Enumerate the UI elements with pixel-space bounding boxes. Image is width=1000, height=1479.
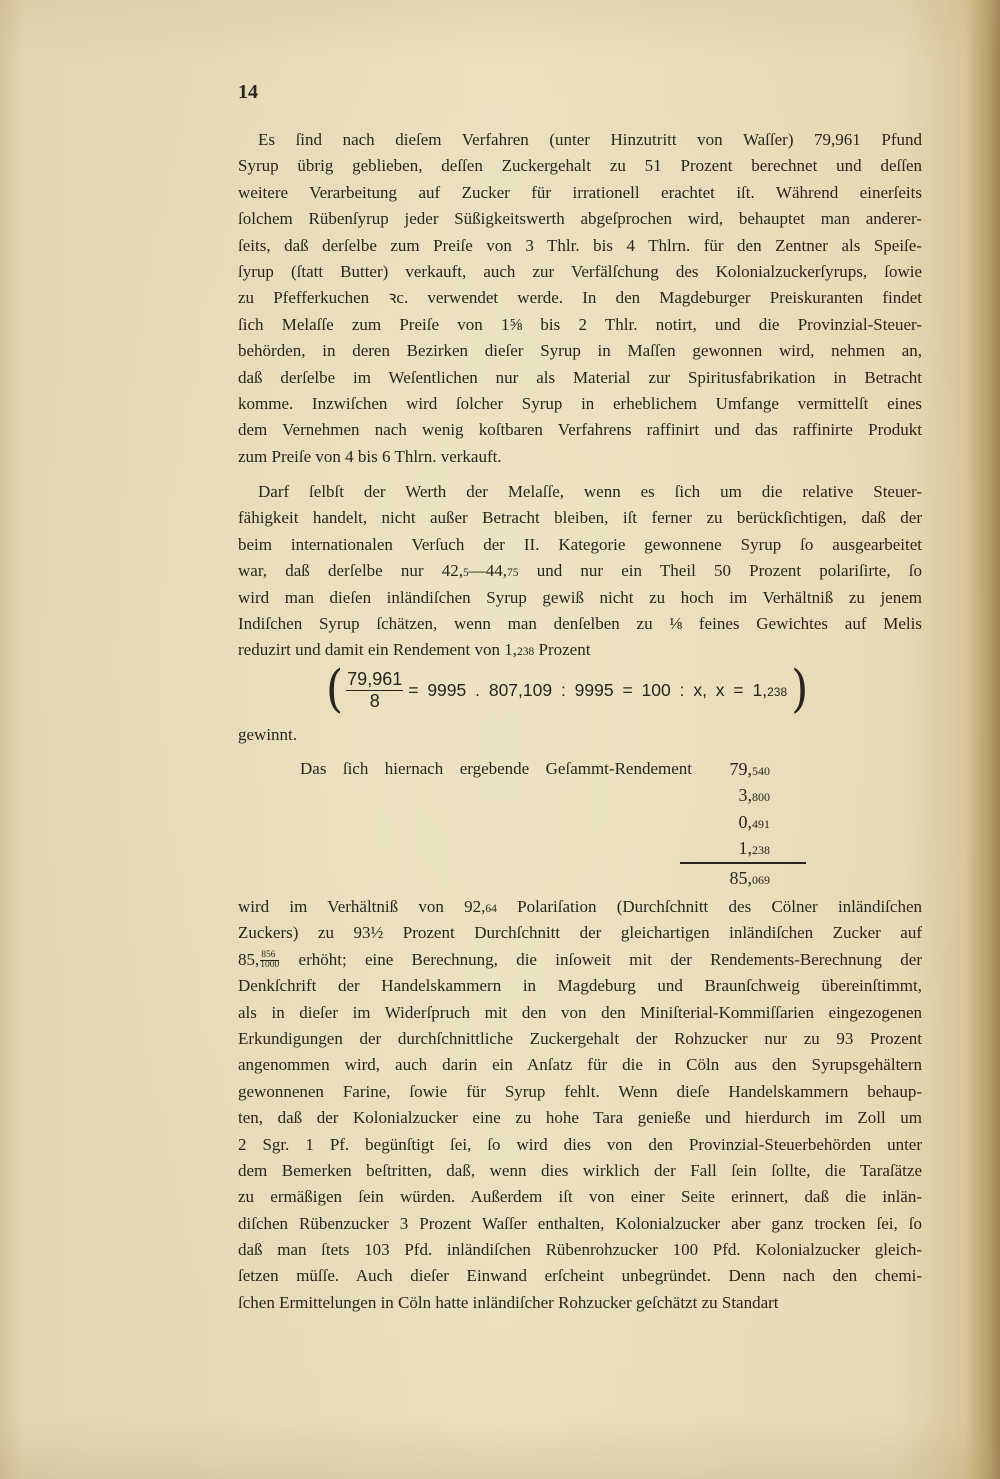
- line-text: Erkundigungen der durchſchnittliche Zuckergehalt der Rohzucker nur zu 93 Prozent: [238, 1028, 922, 1048]
- line-text: fähigkeit handelt, nicht außer Betracht bleiben, iſt ferner zu berückſichtigen, daß der: [238, 508, 922, 528]
- line-text: Darf ſelbſt der Werth der Melaſſe, wenn es ſich um die relative Steuer-: [258, 482, 922, 501]
- line-text: ſetzen müſſe. Auch dieſer Einwand erſcheint unbegründet. Denn nach den chemi-: [238, 1266, 922, 1286]
- text-line: [238, 1052, 922, 1078]
- line-text: diſchen Rübenzucker 3 Prozent Waſſer enthalten, Kolonialzucker aber ganz trocken ſei, ſo: [238, 1213, 922, 1233]
- line-text: daß man ſtets 103 Pfd. inländiſchen Rübenrohzucker 100 Pfd. Kolonialzucker gleich-: [238, 1240, 922, 1260]
- line-text: zu Pfefferkuchen ꝛc. verwendet werde. In den Magdeburger Preiskuranten findet: [238, 288, 922, 308]
- line-text: ſyrup (ſtatt Butter) verkauft, auch zur Verfälſchung des Kolonialzuckerſyrups, ſowie: [238, 261, 922, 281]
- inline-fraction: [260, 951, 279, 970]
- text-line: [238, 479, 922, 505]
- line-text: Polariſation (Durchſchnitt des Cölner inländiſchen: [496, 897, 922, 916]
- line-text: wird im Verhältniß von 92,: [238, 897, 486, 916]
- text-line: [238, 611, 922, 637]
- text-line: [238, 153, 922, 179]
- text-line: [238, 894, 922, 920]
- text-line: [238, 1132, 922, 1158]
- text-line: [238, 127, 922, 153]
- text-line: [238, 973, 922, 999]
- text-line: [238, 285, 922, 311]
- sum-whole: 1,: [738, 837, 752, 858]
- decimal-digits: 069: [752, 873, 770, 888]
- sum-whole: 0,: [738, 811, 752, 832]
- text-line: [238, 180, 922, 206]
- text-line: [238, 1184, 922, 1210]
- text-line: [238, 1158, 922, 1184]
- decimal-digits: 5: [463, 567, 469, 580]
- line-text: und nur ein Theil 50 Prozent polariſirte, ſo: [518, 561, 922, 581]
- text-line: [238, 417, 922, 443]
- sum-whole: 85,: [729, 868, 752, 889]
- line-text: Denkſchrift der Handelskammern in Magdeburg und Braunſchweig übereinſtimmt,: [238, 976, 922, 996]
- line-text: beim internationalen Verſuch der II. Kategorie gewonnene Syrup ſo ausgearbeitet: [238, 534, 922, 554]
- sum-row: [680, 782, 770, 808]
- text-line: [238, 1026, 922, 1052]
- line-text: Prozent: [534, 640, 591, 660]
- sum-row: [680, 756, 770, 782]
- text-line: [238, 444, 922, 470]
- text-line: [238, 585, 922, 611]
- text-line: [238, 233, 922, 259]
- text-line: [238, 1290, 922, 1316]
- decimal-digits: 238: [767, 684, 788, 699]
- line-text: Es ſind nach dieſem Verfahren (unter Hinzutritt von Waſſer) 79,961 Pfund: [258, 130, 922, 149]
- page-number: 14: [238, 81, 258, 103]
- line-text: war, daß derſelbe nur 42,: [238, 561, 464, 581]
- formula-body: [408, 680, 787, 701]
- text-line: [238, 206, 922, 232]
- sum-column: [680, 756, 806, 891]
- text-line: [238, 532, 922, 558]
- sum-whole: 3,: [738, 785, 752, 806]
- text-line: [238, 1237, 922, 1263]
- sum-whole: 79,: [729, 759, 752, 779]
- line-text: 85,: [238, 949, 260, 969]
- line-text: zu ermäßigen ſein würden. Außerdem iſt von einer Seite erinnert, daß die inlän-: [238, 1187, 922, 1207]
- line-text: dem Bemerken beſtritten, daß, wenn dies wirklich der Fall ſein ſollte, die Taraſätze: [238, 1160, 922, 1180]
- text-line: [238, 947, 922, 973]
- sum-rule: [680, 862, 806, 864]
- fraction-denominator: 1000: [260, 960, 280, 971]
- after-formula-text: gewinnt.: [238, 725, 298, 744]
- paragraph-polarisation: [238, 894, 922, 1316]
- line-text: 2 Sgr. 1 Pf. begünſtigt ſei, ſo wird dies von den Provinzial-Steuerbehörden unter: [238, 1134, 922, 1154]
- text-line: [238, 505, 922, 531]
- decimal-digits: 540: [752, 764, 770, 778]
- line-text: behörden, in deren Bezirken dieſer Syrup in Maſſen gewonnen wird, nehmen an,: [238, 341, 922, 361]
- line-text: Indiſchen Syrup ſchätzen, wenn man denſelben zu ⅛ feines Gewichtes auf Melis: [238, 613, 922, 633]
- line-text: gewonnenen Farine, ſowie für Syrup fehlt. Wenn dieſe Handelskammern behaup-: [238, 1081, 922, 1101]
- formula-equation: = 9995 . 807,109 : 9995 = 100 : x, x = 1,: [408, 679, 768, 700]
- formula: [326, 660, 809, 719]
- line-text: erhöht; eine Berechnung, die inſoweit mit der Rendements-Berechnung der: [280, 949, 922, 969]
- decimal-digits: 75: [507, 567, 519, 580]
- paragraph-syrup-process: [238, 127, 922, 470]
- text-line: [238, 391, 922, 417]
- formula-fraction: [346, 669, 403, 712]
- paragraph-molasses-value: [238, 479, 922, 664]
- line-text: angenommen wird, auch darin ein Anſatz für die in Cöln aus den Syrupsgehältern: [238, 1055, 922, 1075]
- line-text: als in dieſer im Widerſpruch mit den von den Miniſterial-Kommiſſarien eingezogenen: [238, 1002, 922, 1022]
- text-line: [238, 259, 922, 285]
- formula-denominator: 8: [369, 690, 380, 711]
- line-text: ſolchem Rübenſyrup jeder Süßigkeitswerth abgeſprochen wird, behauptet man anderer-: [238, 209, 922, 229]
- line-text: Syrup übrig geblieben, deſſen Zuckergehalt zu 51 Prozent berechnet und deſſen: [238, 156, 922, 176]
- line-text: komme. Inzwiſchen wird ſolcher Syrup in erheblichem Umfange vermittelſt eines: [238, 393, 922, 413]
- decimal-digits: 238: [752, 842, 770, 857]
- formula-numerator: 79,961: [347, 668, 403, 689]
- formula-close-paren: ): [791, 660, 809, 719]
- text-line: [238, 1211, 922, 1237]
- decimal-digits: 800: [752, 790, 770, 805]
- text-line: [238, 920, 922, 946]
- text-line: [238, 1079, 922, 1105]
- decimal-digits: 491: [752, 816, 770, 831]
- total-label: Das ſich hiernach ergebende Geſammt-Rendement: [300, 759, 692, 778]
- line-text: ten, daß der Kolonialzucker eine zu hohe Tara genieße und hierdurch im Zoll um: [238, 1108, 922, 1128]
- text-line: [238, 338, 922, 364]
- line-text: —44,: [468, 561, 508, 581]
- line-text: ſchen Ermittelungen in Cöln hatte inländiſcher Rohzucker geſchätzt zu Standart: [238, 1292, 779, 1312]
- text-line: [238, 1000, 922, 1026]
- decimal-digits: 64: [485, 903, 497, 915]
- fraction-numerator: 856: [260, 951, 279, 961]
- text-line: [238, 365, 922, 391]
- formula-open-paren: (: [326, 660, 344, 719]
- sum-result: [680, 865, 770, 891]
- text-line: [238, 1263, 922, 1289]
- line-text: Zuckers) zu 93½ Prozent Durchſchnitt der gleichartigen inländiſchen Zucker auf: [238, 923, 922, 943]
- line-text: daß derſelbe im Weſentlichen nur als Material zur Spiritusfabrikation in Betracht: [238, 367, 922, 387]
- line-text: zum Preiſe von 4 bis 6 Thlrn. verkauft.: [238, 446, 502, 466]
- line-text: dem Vernehmen nach wenig koſtbaren Verfahrens raffinirt und das raffinirte Produkt: [238, 420, 922, 440]
- sum-row: [680, 809, 770, 835]
- sum-row: [680, 835, 770, 861]
- line-text: reduzirt und damit ein Rendement von 1,: [238, 640, 518, 660]
- line-text: weitere Verarbeitung auf Zucker für irrationell erachtet iſt. Während einerſeits: [238, 182, 922, 202]
- line-text: wird man dieſen inländiſchen Syrup gewiß nicht zu hoch im Verhältniß zu jenem: [238, 587, 922, 607]
- text-line: [238, 1105, 922, 1131]
- text-line: [238, 312, 922, 338]
- decimal-digits: 238: [517, 646, 535, 659]
- text-line: [238, 558, 922, 584]
- line-text: ſich Melaſſe zum Preiſe von 1⅝ bis 2 Thlr. notirt, und die Provinzial-Steuer-: [238, 314, 922, 334]
- line-text: ſeits, daß derſelbe zum Preiſe von 3 Thlr. bis 4 Thlrn. für den Zentner als Speiſe-: [238, 235, 922, 255]
